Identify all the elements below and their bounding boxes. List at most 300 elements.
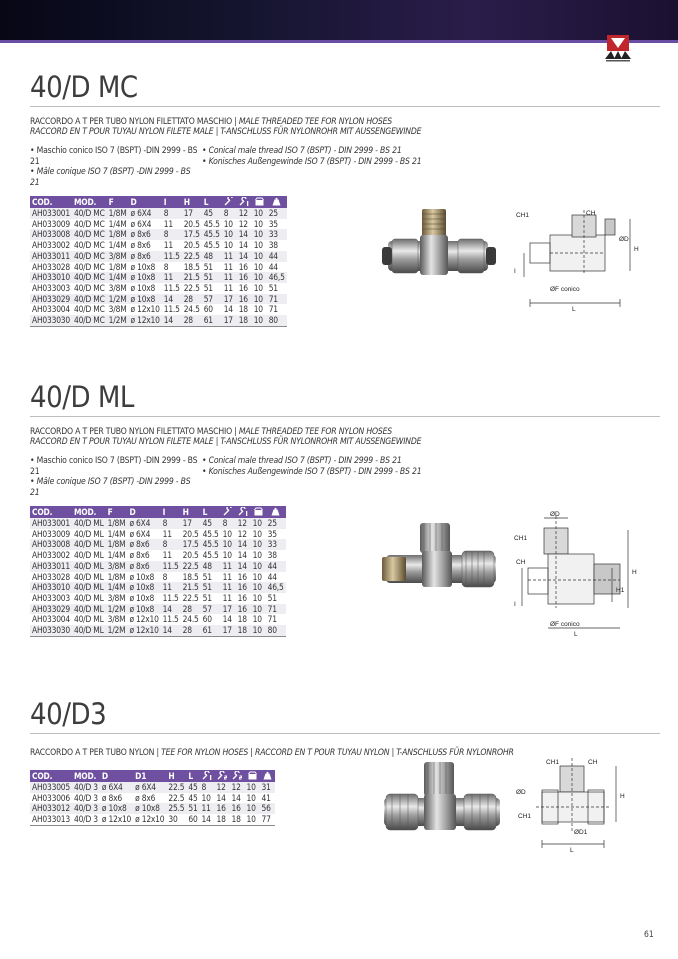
table-cell: ø 8x6 [129, 251, 162, 262]
table-cell: 40/D MC [73, 282, 105, 293]
table-cell: 11 [163, 240, 173, 251]
table-cell: ø 8x6 [129, 550, 150, 561]
table-cell: AH033011 [32, 250, 70, 261]
desc-italic: TEE FOR NYLON HOSES | RACCORD EN T POUR TUYAU NYLON | T-ANSCHLUSS FÜR NYLONROHR [161, 748, 514, 758]
wrench-icon [222, 196, 237, 208]
table-row [30, 529, 286, 540]
table-cell: 10 [221, 539, 236, 550]
table-cell: 51 [203, 282, 213, 293]
table-cell: ø 6X4 [130, 218, 152, 229]
table-cell: AH033002 [32, 550, 70, 561]
table-row [30, 294, 287, 305]
table-cell: 11 [222, 571, 232, 582]
table-cell: ø 10x8 [129, 571, 155, 582]
wrench-1-icon [200, 770, 215, 782]
table-cell: 11.5 [163, 282, 180, 293]
thread-notes [30, 146, 660, 188]
table-cell: 14 [237, 251, 252, 262]
dim-label: CH1 [516, 212, 530, 219]
page-number: 61 [644, 930, 654, 940]
table-cell: 10 [222, 229, 237, 240]
table-cell: 25 [267, 208, 287, 219]
table-cell: 3/8M [108, 282, 127, 293]
dim-label: CH [586, 210, 596, 217]
table-cell: 45 [201, 518, 221, 529]
technical-drawing-ml [508, 508, 658, 638]
table-cell: ø 10x8 [129, 272, 162, 283]
table-cell: 77 [260, 814, 275, 825]
table-cell: 10 [223, 240, 233, 251]
desc-line2: RACCORD EN T POUR TUYAU NYLON FILETE MALE | T-ANSCHLUSS FÜR NYLONROHR MIT AUSSENGEWINDE [30, 127, 422, 137]
product-photo-tee-ml [380, 515, 502, 605]
table-cell: 3/8M [107, 614, 126, 625]
table-cell: 10 [253, 218, 263, 229]
spec-table [30, 506, 286, 637]
table-cell: 33 [267, 229, 287, 240]
table-cell: 11 [161, 582, 181, 593]
table-cell: AH033004 [32, 304, 70, 315]
table-row [30, 315, 287, 326]
table-cell: 14 [200, 814, 215, 825]
table-cell: 10 [246, 792, 256, 803]
column-header: D [100, 770, 133, 782]
table-cell: 40/D 3 [73, 814, 98, 825]
wrench-2-icon [215, 770, 230, 782]
table-cell: 18 [230, 814, 245, 825]
table-cell: 21.5 [182, 582, 199, 593]
spec-table [30, 770, 275, 826]
section-title: 40/D ML [30, 380, 660, 417]
desc-line2: RACCORD EN T POUR TUYAU NYLON FILETE MALE | T-ANSCHLUSS FÜR NYLONROHR MIT AUSSENGEWINDE [30, 437, 422, 447]
table-cell: 20.5 [182, 528, 199, 539]
table-row [30, 625, 286, 636]
desc-plain: RACCORDO A T PER TUBO NYLON FILETTATO MASCHIO | [30, 427, 239, 437]
table-cell: ø 12x10 [135, 814, 165, 825]
table-row [30, 582, 286, 593]
table-cell: 1/4M [107, 528, 126, 539]
column-header: I [161, 506, 181, 518]
table-row [30, 539, 286, 550]
table-cell: ø 8x6 [129, 229, 162, 240]
column-header: F [107, 196, 129, 208]
table-cell: ø 10x8 [100, 803, 133, 814]
table-cell: 10 [245, 814, 260, 825]
table-cell: 10 [252, 550, 262, 561]
table-cell: 11 [223, 282, 233, 293]
table-cell: 45.5 [203, 218, 220, 229]
table-cell: 40/D 3 [73, 803, 98, 814]
table-cell: 71 [267, 614, 277, 625]
table-cell: 1/2M [108, 315, 127, 326]
table-row [30, 229, 287, 240]
table-cell: 10 [252, 592, 262, 603]
table-cell: 20.5 [183, 240, 200, 251]
table-cell: 16 [237, 571, 247, 582]
desc-plain: RACCORDO A T PER TUBO NYLON | [30, 748, 162, 758]
table-cell: ø 6X4 [129, 528, 151, 539]
table-cell: 16 [238, 282, 248, 293]
table-cell: 40/D MC [73, 208, 105, 218]
table-cell: 17 [222, 315, 237, 326]
spec-table [30, 196, 287, 327]
table-cell: 40/D MC [73, 272, 105, 283]
table-cell: 17 [182, 208, 202, 219]
table-cell: 60 [202, 614, 212, 625]
table-cell: ø 8x6 [135, 792, 156, 803]
table-cell: 80 [267, 315, 287, 326]
product-photo-tee-mc [380, 205, 500, 285]
weight-icon [266, 506, 286, 518]
table-row [30, 262, 287, 273]
table-cell: 57 [202, 294, 222, 305]
table-cell: 16 [238, 261, 248, 272]
table-cell: 10 [251, 539, 266, 550]
table-cell: 1/4M [108, 218, 127, 229]
table-cell: 11 [222, 592, 232, 603]
table-cell: 8 [163, 261, 169, 272]
table-cell: 40/D ML [73, 614, 104, 625]
table-cell: 40/D ML [73, 571, 104, 582]
wrench-1-icon [237, 196, 252, 208]
table-cell: 44 [266, 561, 286, 572]
column-header: MOD. [72, 770, 100, 782]
table-cell: 14 [237, 550, 247, 561]
table-cell: 12 [237, 208, 252, 219]
table-cell: 18 [237, 315, 252, 326]
dim-label: L [574, 631, 578, 638]
column-header: F [106, 506, 128, 518]
desc-plain: RACCORDO A T PER TUBO NYLON FILETTATO MASCHIO | [30, 117, 239, 127]
wrench-2-icon [230, 770, 245, 782]
table-row [30, 251, 287, 262]
table-cell: ø 10x8 [130, 282, 156, 293]
table-cell: 10 [253, 261, 263, 272]
table-cell: 16 [237, 592, 247, 603]
section-description [30, 427, 660, 447]
table-cell: 11.5 [163, 250, 180, 261]
table-cell: 28 [182, 315, 202, 326]
desc-italic: MALE THREADED TEE FOR NYLON HOSES [238, 427, 392, 437]
table-cell: 8 [221, 518, 236, 529]
table-row [30, 593, 286, 604]
table-cell: ø 6X4 [127, 518, 160, 529]
table-cell: 40/D ML [73, 518, 104, 528]
table-cell: ø 12x10 [130, 315, 160, 326]
table-cell: 1/8M [108, 208, 127, 218]
table-cell: 40/D ML [73, 550, 104, 561]
table-cell: 22.5 [182, 592, 199, 603]
table-cell: 8 [161, 518, 181, 529]
table-row [30, 208, 287, 219]
table-row [30, 782, 275, 793]
table-cell: 24.5 [183, 304, 200, 315]
table-cell: 11.5 [162, 560, 179, 571]
table-cell: 1/8M [107, 539, 126, 550]
table-cell: AH033005 [32, 782, 70, 792]
table-cell: ø 6X4 [133, 782, 166, 793]
table-cell: 31 [260, 782, 275, 793]
dim-label: I [514, 601, 516, 608]
table-cell: ø 12x10 [129, 625, 159, 636]
dim-label: CH1 [546, 759, 560, 766]
dim-label: ØD1 [574, 829, 588, 836]
table-cell: 40/D MC [73, 293, 105, 304]
table-cell: 18 [236, 625, 251, 636]
table-cell: AH033001 [32, 518, 70, 528]
note: • Konisches Außengewinde ISO 7 (BSPT) - DIN 2999 - BS 21 [202, 466, 422, 477]
table-cell: 24.5 [182, 614, 199, 625]
table-cell: 40/D 3 [73, 792, 98, 803]
table-cell: 14 [231, 792, 241, 803]
table-row [30, 814, 275, 825]
table-cell: 11 [221, 582, 236, 593]
table-cell: 45 [188, 782, 198, 792]
table-cell: 40/D ML [73, 592, 104, 603]
table-row [30, 304, 287, 315]
table-cell: 10 [252, 528, 262, 539]
table-cell: 30 [166, 814, 186, 825]
column-header: COD. [30, 196, 72, 208]
table-cell: 45 [202, 208, 222, 219]
table-cell: 33 [266, 539, 286, 550]
company-logo [603, 33, 633, 63]
table-header-row [30, 196, 287, 208]
table-cell: 45.5 [203, 229, 220, 240]
table-row [30, 572, 286, 583]
table-cell: 44 [267, 251, 287, 262]
column-header: L [201, 506, 221, 518]
column-header: I [162, 196, 182, 208]
table-cell: 40/D ML [73, 603, 104, 614]
column-header: L [186, 770, 199, 782]
header-band [0, 0, 678, 40]
table-cell: 8 [162, 571, 168, 582]
table-cell: 20.5 [182, 550, 199, 561]
table-cell: 17 [221, 604, 236, 615]
table-cell: 10 [222, 550, 232, 561]
table-cell: ø 12x10 [129, 614, 159, 625]
table-cell: 46,5 [267, 582, 284, 593]
table-cell: 48 [201, 561, 221, 572]
table-cell: 25.5 [168, 803, 185, 814]
table-row [30, 518, 286, 529]
table-cell: 10 [252, 229, 267, 240]
table-cell: 40/D MC [73, 315, 105, 326]
table-cell: 8 [162, 208, 182, 219]
dim-label: H [632, 569, 637, 576]
table-cell: 35 [267, 528, 277, 539]
table-cell: 10 [253, 282, 263, 293]
table-cell: 45.5 [202, 550, 219, 561]
table-cell: 10 [252, 571, 262, 582]
table-cell: 3/8M [108, 304, 127, 315]
table-cell: 10 [252, 315, 267, 326]
table-cell: AH033003 [32, 282, 70, 293]
table-cell: 12 [215, 782, 230, 793]
table-cell: 14 [162, 315, 182, 326]
table-cell: 18 [237, 614, 247, 625]
table-row [30, 219, 287, 230]
table-header-row [30, 770, 275, 782]
dim-label: H [620, 793, 625, 800]
box-icon [245, 770, 260, 782]
note: • Mâle conique ISO 7 (BSPT) -DIN 2999 - BS 21 [30, 477, 191, 498]
table-row [30, 604, 286, 615]
table-cell: ø 10x8 [127, 604, 160, 615]
table-cell: 10 [251, 561, 266, 572]
column-header: H [166, 770, 186, 782]
weight-icon [260, 770, 275, 782]
dim-label: H [634, 246, 639, 253]
table-cell: AH033004 [32, 614, 70, 625]
table-cell: AH033008 [32, 539, 70, 550]
table-cell: 11 [162, 550, 172, 561]
table-cell: 51 [202, 272, 222, 283]
thread-notes [30, 456, 660, 498]
table-cell: 14 [161, 625, 181, 636]
table-cell: 17 [222, 294, 237, 305]
table-cell: AH033030 [32, 625, 70, 636]
table-cell: 16 [237, 272, 252, 283]
weight-icon [267, 196, 287, 208]
table-cell: 51 [202, 571, 212, 582]
table-cell: 10 [222, 528, 232, 539]
table-cell: 40/D MC [73, 218, 105, 229]
table-cell: AH033029 [32, 603, 70, 614]
table-cell: 38 [268, 240, 278, 251]
dim-label: ØF conico [550, 621, 580, 628]
table-cell: 17 [181, 518, 201, 529]
table-cell: 1/2M [107, 603, 126, 614]
table-cell: 11.5 [163, 304, 180, 315]
table-cell: 45.5 [202, 528, 219, 539]
table-cell: 11 [223, 261, 233, 272]
table-cell: 14 [236, 561, 251, 572]
table-cell: 11 [222, 251, 237, 262]
column-header: COD. [30, 770, 72, 782]
table-cell: 14 [236, 539, 251, 550]
table-cell: 40/D MC [73, 261, 105, 272]
table-cell: 48 [202, 251, 222, 262]
dim-label: L [570, 847, 574, 854]
table-cell: 18.5 [183, 261, 200, 272]
table-cell: 3/8M [107, 560, 126, 571]
table-cell: 57 [201, 604, 221, 615]
dim-label: L [572, 306, 576, 313]
table-cell: 60 [203, 304, 213, 315]
table-cell: 16 [230, 803, 245, 814]
table-cell: 20.5 [183, 218, 200, 229]
table-cell: 25 [266, 518, 286, 529]
table-cell: 10 [253, 304, 263, 315]
table-cell: 56 [260, 803, 275, 814]
desc-italic: MALE THREADED TEE FOR NYLON HOSES [238, 117, 392, 127]
table-cell: 71 [268, 304, 278, 315]
table-cell: 11 [162, 272, 182, 283]
table-cell: 28 [181, 604, 201, 615]
table-cell: AH033013 [32, 814, 70, 825]
table-cell: 8 [222, 208, 237, 219]
box-icon [252, 196, 267, 208]
table-cell: 51 [267, 592, 277, 603]
section-description [30, 117, 660, 137]
technical-drawing-d3 [512, 752, 654, 854]
dim-label: CH1 [514, 535, 528, 542]
table-cell: 17.5 [183, 229, 200, 240]
table-cell: ø 10x8 [127, 582, 160, 593]
table-cell: 1/4M [108, 240, 127, 251]
table-cell: 45.5 [202, 539, 219, 550]
table-cell: 10 [252, 272, 267, 283]
table-cell: AH033009 [32, 528, 70, 539]
dim-label: ØF conico [550, 286, 580, 293]
note: • Conical male thread ISO 7 (BSPT) - DIN 2999 - BS 21 [202, 456, 402, 466]
table-row [30, 561, 286, 572]
table-cell: 40/D 3 [73, 782, 98, 792]
table-cell: 3/8M [108, 250, 127, 261]
table-cell: AH033029 [32, 293, 70, 304]
dim-label: ØD [619, 236, 629, 243]
column-header: L [202, 196, 222, 208]
table-cell: ø 8x6 [130, 240, 151, 251]
table-row [30, 240, 287, 251]
table-cell: 10 [252, 208, 267, 219]
table-cell: 51 [203, 261, 213, 272]
dim-label: CH [516, 559, 526, 566]
table-cell: 16 [236, 582, 251, 593]
table-row [30, 283, 287, 294]
table-cell: AH033028 [32, 571, 70, 582]
table-cell: 3/8M [107, 592, 126, 603]
table-cell: AH033012 [32, 803, 70, 814]
column-header: H [181, 506, 201, 518]
table-cell: 28 [181, 625, 201, 636]
table-cell: AH033030 [32, 315, 70, 326]
table-cell: ø 8x6 [127, 561, 160, 572]
table-cell: 51 [201, 582, 221, 593]
dim-label: CH [588, 759, 598, 766]
dim-label: ØD [516, 789, 526, 796]
table-cell: 10 [252, 294, 267, 305]
table-cell: 40/D ML [73, 539, 104, 550]
dim-label: ØD [550, 511, 560, 518]
table-cell: 14 [162, 294, 182, 305]
table-cell: 41 [261, 792, 271, 803]
table-cell: 10 [201, 792, 211, 803]
table-cell: 14 [222, 614, 232, 625]
table-cell: 18.5 [182, 571, 199, 582]
column-header: COD. [30, 506, 72, 518]
table-cell: 40/D MC [73, 250, 105, 261]
table-cell: 71 [267, 294, 287, 305]
table-cell: 10 [251, 625, 266, 636]
table-cell: AH033008 [32, 229, 70, 240]
table-cell: 10 [245, 782, 260, 793]
table-cell: 22.5 [168, 782, 185, 792]
table-cell: AH033009 [32, 218, 70, 229]
table-cell: ø 6X4 [100, 782, 133, 793]
table-cell: 40/D ML [73, 625, 104, 636]
dim-label: CH1 [518, 813, 532, 820]
table-cell: AH033010 [32, 272, 70, 283]
table-cell: 51 [202, 592, 212, 603]
table-cell: 40/D ML [73, 528, 104, 539]
table-cell: 12 [236, 518, 251, 529]
column-header: D1 [133, 770, 166, 782]
table-cell: 10 [252, 251, 267, 262]
wrench-1-icon [236, 506, 251, 518]
table-cell: 11 [222, 272, 237, 283]
